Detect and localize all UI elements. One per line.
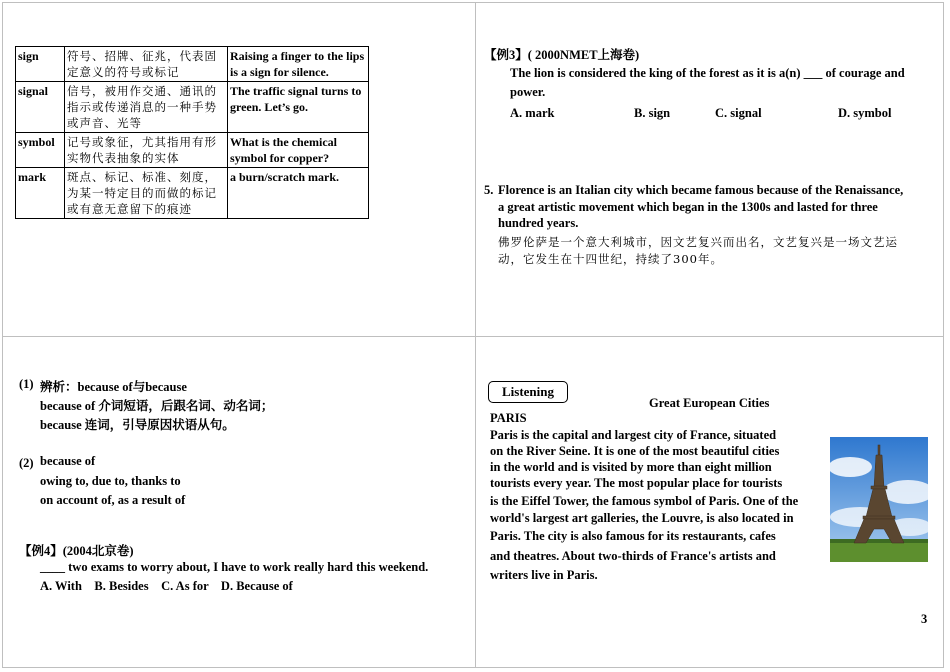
passage-line: in the world and is visited by more than eight million [490,460,772,474]
example4-label: 【例4】(2004北京卷) [19,544,134,558]
eiffel-tower-photo [830,437,928,562]
table-row [16,133,369,168]
table-row [16,47,369,82]
example4-stem: ____ two exams to worry about, I have to work really hard this weekend. [40,560,429,574]
item5-line1: Florence is an Italian city which became famous because of the Renaissance, [498,183,904,197]
example3-stem-line1: The lion is considered the king of the forest as it is a(n) ___ of courage and [510,66,905,80]
passage-line: Paris is the capital and largest city of France, situated [490,428,777,442]
example-cell: a burn/scratch mark. [228,168,369,219]
word-cell: signal [16,82,65,133]
item5-chinese-line2: 动，它发生在十四世纪，持续了300年。 [498,252,723,266]
quadrant-divider-horizontal [2,336,944,337]
word-cell: symbol [16,133,65,168]
note2-line2: owing to, due to, thanks to [40,474,181,488]
item5-line3: hundred years. [498,216,579,230]
note1-title: 辨析：because of与because [40,380,187,394]
eiffel-tower-icon [830,437,928,562]
item5-line2: a great artistic movement which began in the 1300s and lasted for three [498,200,878,214]
table-row [16,168,369,219]
quadrant-divider-vertical [475,2,476,668]
item5-chinese-line1: 佛罗伦萨是一个意大利城市，因文艺复兴而出名，文艺复兴是一场文艺运 [498,235,898,249]
chinese-meaning-cell: 符号、招牌、征兆，代表固定意义的符号或标记 [65,47,228,82]
page-number: 3 [921,612,928,626]
vocabulary-table [15,46,369,219]
passage-line: world's largest art galleries, the Louvre, is also located in [490,511,794,525]
chinese-meaning-cell: 信号，被用作交通、通讯的指示或传递消息的一种手势或声音、光等 [65,82,228,133]
note2-line1: because of [40,454,96,468]
passage-line: tourists every year. The most popular place for tourists [490,476,783,490]
item5-number: 5. [484,183,494,197]
example3-stem-line2: power. [510,85,546,99]
note1-number: (1) [19,377,34,391]
option-d: D. symbol [838,106,892,120]
option-a: A. mark [510,106,555,120]
option-c: C. signal [715,106,762,120]
passage-line: is the Eiffel Tower, the famous symbol of Paris. One of the [490,494,799,508]
listening-button[interactable]: Listening [488,381,568,403]
passage-line: writers live in Paris. [490,568,598,582]
example-cell: The traffic signal turns to green. Let’s go. [228,82,369,133]
example-cell: Raising a finger to the lips is a sign for silence. [228,47,369,82]
example3-label: 【例3】( 2000NMET上海卷) [484,48,640,62]
passage-line: Paris. The city is also famous for its restaurants, cafes [490,529,776,543]
table-row [16,82,369,133]
city-heading: PARIS [490,411,527,425]
note1-line2: because of 介词短语，后跟名词、动名词； [40,399,274,413]
example-cell: What is the chemical symbol for copper? [228,133,369,168]
chinese-meaning-cell: 斑点、标记、标准、刻度，为某一特定目的而做的标记或有意无意留下的痕迹 [65,168,228,219]
note2-number: (2) [19,456,34,470]
option-b: B. sign [634,106,671,120]
note1-line3: because 连词，引导原因状语从句。 [40,418,235,432]
chinese-meaning-cell: 记号或象征，尤其指用有形实物代表抽象的实体 [65,133,228,168]
passage-title: Great European Cities [649,396,770,410]
word-cell: sign [16,47,65,82]
word-cell: mark [16,168,65,219]
example4-options: A. With B. Besides C. As for D. Because of [40,579,293,593]
note2-line3: on account of, as a result of [40,493,186,507]
passage-line: and theatres. About two-thirds of France's artists and [490,549,776,563]
passage-line: on the River Seine. It is one of the most beautiful cities [490,444,780,458]
